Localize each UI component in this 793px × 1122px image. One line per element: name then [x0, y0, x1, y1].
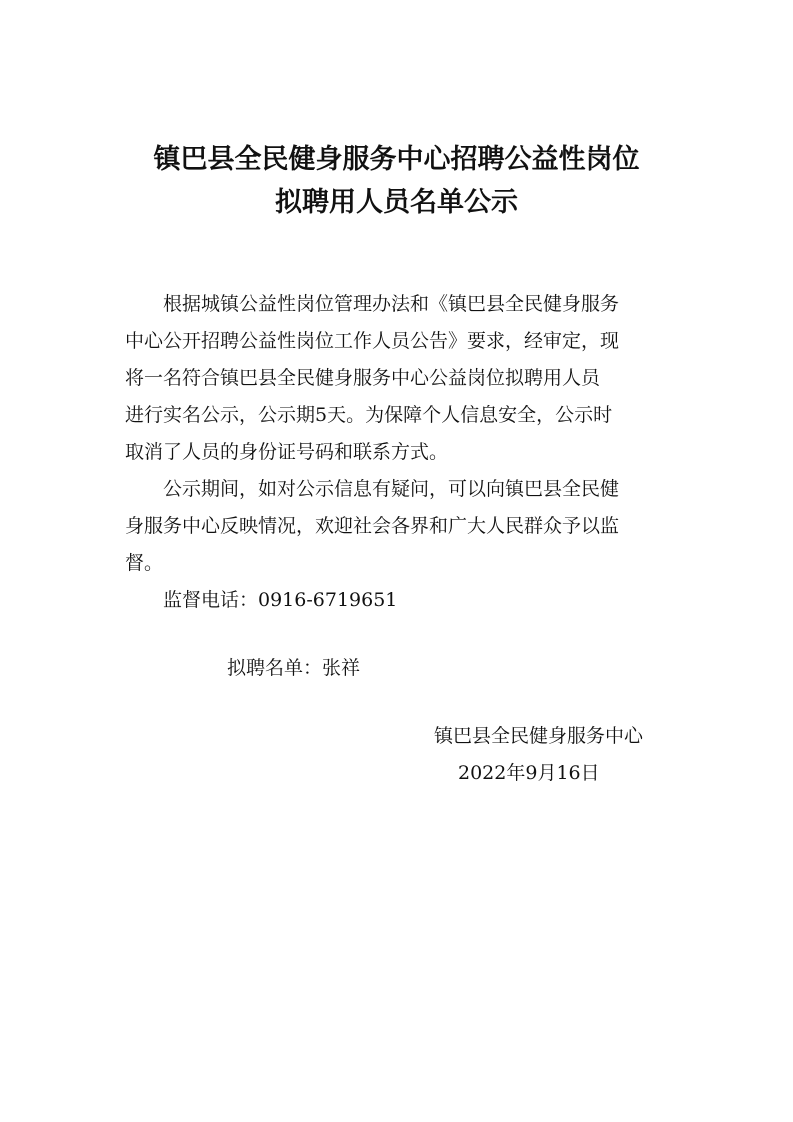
signature-organization: 镇巴县全民健身服务中心 — [434, 725, 644, 747]
paragraph-line: 取消了人员的身份证号码和联系方式。 — [125, 441, 449, 463]
paragraph-line: 中心公开招聘公益性岗位工作人员公告》要求，经审定，现 — [125, 330, 620, 352]
paragraph-line: 将一名符合镇巴县全民健身服务中心公益岗位拟聘用人员 — [125, 367, 601, 389]
paragraph-line: 公示期间，如对公示信息有疑问，可以向镇巴县全民健 — [163, 478, 620, 500]
paragraph-line: 进行实名公示，公示期5天。为保障个人信息安全，公示时 — [125, 404, 613, 426]
supervision-phone: 监督电话：0916-6719651 — [163, 589, 398, 611]
paragraph-line: 身服务中心反映情况，欢迎社会各界和广大人民群众予以监 — [125, 515, 620, 537]
document-title-line-1: 镇巴县全民健身服务中心招聘公益性岗位 — [153, 144, 640, 175]
paragraph-line: 督。 — [125, 552, 164, 574]
signature-date: 2022年9月16日 — [458, 762, 600, 784]
document-title-line-2: 拟聘用人员名单公示 — [275, 187, 518, 218]
candidate-list: 拟聘名单：张祥 — [227, 657, 361, 679]
paragraph-line: 根据城镇公益性岗位管理办法和《镇巴县全民健身服务 — [163, 293, 620, 315]
